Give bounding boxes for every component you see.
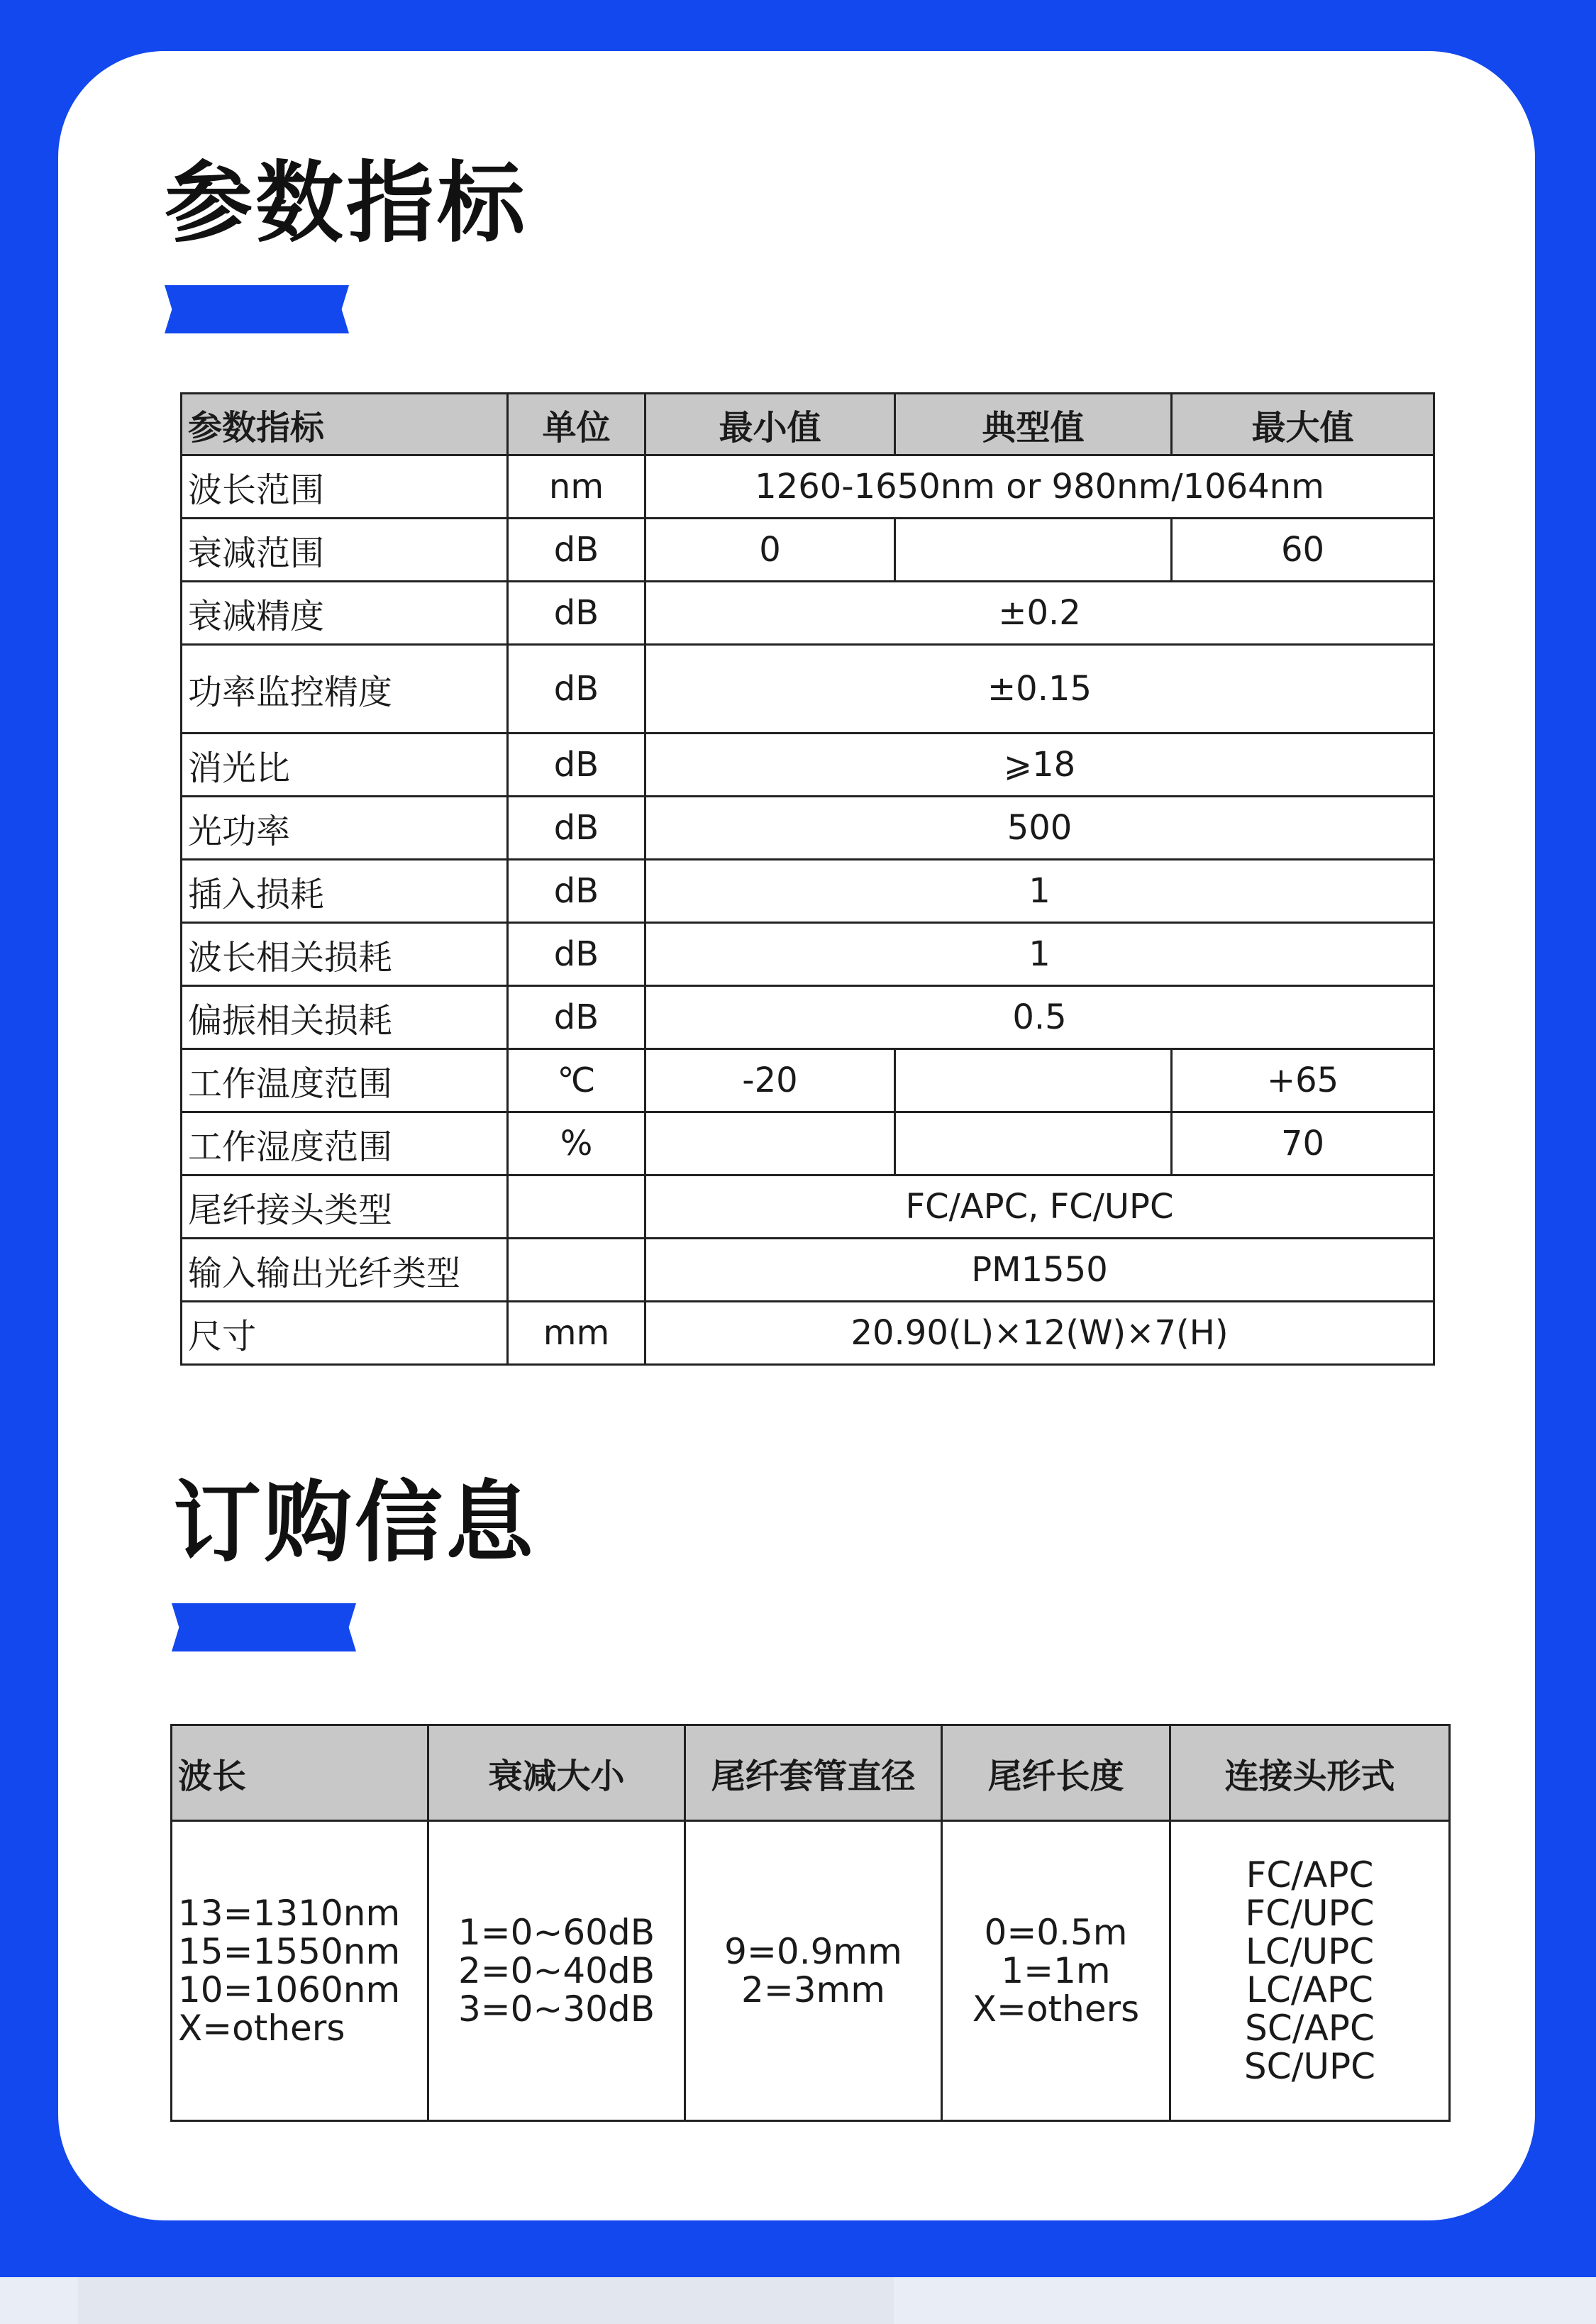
- table-row: [182, 1112, 1434, 1175]
- param-typ: [895, 519, 1172, 582]
- param-typ: [895, 1112, 1172, 1175]
- table-row: [182, 860, 1434, 923]
- order-title-accent-bar: [172, 1603, 356, 1651]
- option-line: 10=1060nm: [178, 1969, 401, 2010]
- param-name: 功率监控精度: [182, 645, 508, 734]
- table-row: [182, 1175, 1434, 1239]
- param-name: 插入损耗: [182, 860, 508, 923]
- wavelength-options: [172, 1821, 428, 2121]
- param-value: PM1550: [645, 1239, 1434, 1302]
- order-section-title: 订购信息: [173, 1472, 537, 1574]
- spec-header-unit: 单位: [508, 394, 645, 455]
- param-unit: ℃: [508, 1049, 645, 1112]
- spec-table: [180, 392, 1435, 1366]
- param-value: 20.90(L)×12(W)×7(H): [645, 1302, 1434, 1365]
- table-row: [182, 645, 1434, 734]
- order-options-row: [172, 1821, 1450, 2121]
- option-line: LC/UPC: [1245, 1931, 1375, 1972]
- order-header-row: [172, 1725, 1450, 1821]
- option-line: X=others: [178, 2008, 345, 2049]
- attenuation-options: [428, 1821, 685, 2121]
- param-min: [645, 1112, 895, 1175]
- param-name: 尾纤接头类型: [182, 1175, 508, 1239]
- option-line: 1=1m: [1001, 1950, 1111, 1991]
- table-row: [182, 1302, 1434, 1365]
- option-line: FC/APC: [1246, 1854, 1374, 1896]
- param-name: 衰减精度: [182, 582, 508, 645]
- spec-header-param: 参数指标: [182, 394, 508, 455]
- option-line: 3=0~30dB: [458, 1988, 655, 2030]
- param-unit: dB: [508, 986, 645, 1049]
- param-value: FC/APC, FC/UPC: [645, 1175, 1434, 1239]
- option-line: 1=0~60dB: [458, 1912, 655, 1953]
- bottom-strip: [0, 2277, 1596, 2324]
- param-value: 500: [645, 797, 1434, 860]
- param-name: 工作温度范围: [182, 1049, 508, 1112]
- spec-header-max: 最大值: [1172, 394, 1434, 455]
- param-unit: [508, 1175, 645, 1239]
- table-row: [182, 582, 1434, 645]
- table-row: [182, 986, 1434, 1049]
- option-line: LC/APC: [1246, 1969, 1373, 2010]
- param-value: ⩾18: [645, 734, 1434, 797]
- param-unit: %: [508, 1112, 645, 1175]
- param-min: 0: [645, 519, 895, 582]
- param-unit: [508, 1239, 645, 1302]
- table-row: [182, 1239, 1434, 1302]
- connector-options: [1170, 1821, 1450, 2121]
- param-unit: dB: [508, 582, 645, 645]
- option-line: X=others: [972, 1988, 1140, 2030]
- table-row: [182, 519, 1434, 582]
- table-row: [182, 1049, 1434, 1112]
- spec-header-typ: 典型值: [895, 394, 1172, 455]
- param-unit: dB: [508, 734, 645, 797]
- param-name: 偏振相关损耗: [182, 986, 508, 1049]
- param-unit: dB: [508, 645, 645, 734]
- param-unit: dB: [508, 519, 645, 582]
- param-typ: [895, 1049, 1172, 1112]
- params-title-accent-bar: [165, 285, 349, 333]
- params-section-title: 参数指标: [165, 153, 528, 255]
- option-line: 9=0.9mm: [724, 1931, 902, 1972]
- param-value: ±0.15: [645, 645, 1434, 734]
- sleeve-options: [685, 1821, 942, 2121]
- param-unit: nm: [508, 455, 645, 519]
- param-name: 波长范围: [182, 455, 508, 519]
- param-name: 衰减范围: [182, 519, 508, 582]
- table-row: [182, 455, 1434, 519]
- order-header-length: 尾纤长度: [942, 1725, 1170, 1821]
- order-header-connector: 连接头形式: [1170, 1725, 1450, 1821]
- length-options: [942, 1821, 1170, 2121]
- param-value: 0.5: [645, 986, 1434, 1049]
- option-line: 2=0~40dB: [458, 1950, 655, 1991]
- table-row: [182, 734, 1434, 797]
- param-unit: dB: [508, 923, 645, 986]
- order-header-wavelength: 波长: [172, 1725, 428, 1821]
- param-value: 1260-1650nm or 980nm/1064nm: [645, 455, 1434, 519]
- bottom-panel: [78, 2277, 894, 2324]
- order-header-attenuation: 衰减大小: [428, 1725, 685, 1821]
- param-name: 输入输出光纤类型: [182, 1239, 508, 1302]
- option-line: 2=3mm: [741, 1969, 885, 2010]
- option-line: SC/APC: [1245, 2008, 1375, 2049]
- option-line: SC/UPC: [1243, 2046, 1376, 2087]
- option-line: FC/UPC: [1245, 1893, 1375, 1934]
- param-unit: dB: [508, 860, 645, 923]
- param-name: 消光比: [182, 734, 508, 797]
- param-value: ±0.2: [645, 582, 1434, 645]
- param-name: 尺寸: [182, 1302, 508, 1365]
- spec-header-min: 最小值: [645, 394, 895, 455]
- param-name: 工作湿度范围: [182, 1112, 508, 1175]
- table-row: [182, 923, 1434, 986]
- param-unit: dB: [508, 797, 645, 860]
- spec-header-row: [182, 394, 1434, 455]
- option-line: 15=1550nm: [178, 1931, 401, 1972]
- order-table: [170, 1724, 1451, 2122]
- param-value: 1: [645, 923, 1434, 986]
- param-value: 1: [645, 860, 1434, 923]
- param-min: -20: [645, 1049, 895, 1112]
- param-max: +65: [1172, 1049, 1434, 1112]
- option-line: 0=0.5m: [984, 1912, 1128, 1953]
- table-row: [182, 797, 1434, 860]
- param-name: 光功率: [182, 797, 508, 860]
- param-name: 波长相关损耗: [182, 923, 508, 986]
- param-max: 70: [1172, 1112, 1434, 1175]
- param-unit: mm: [508, 1302, 645, 1365]
- param-max: 60: [1172, 519, 1434, 582]
- order-header-sleeve: 尾纤套管直径: [685, 1725, 942, 1821]
- option-line: 13=1310nm: [178, 1893, 401, 1934]
